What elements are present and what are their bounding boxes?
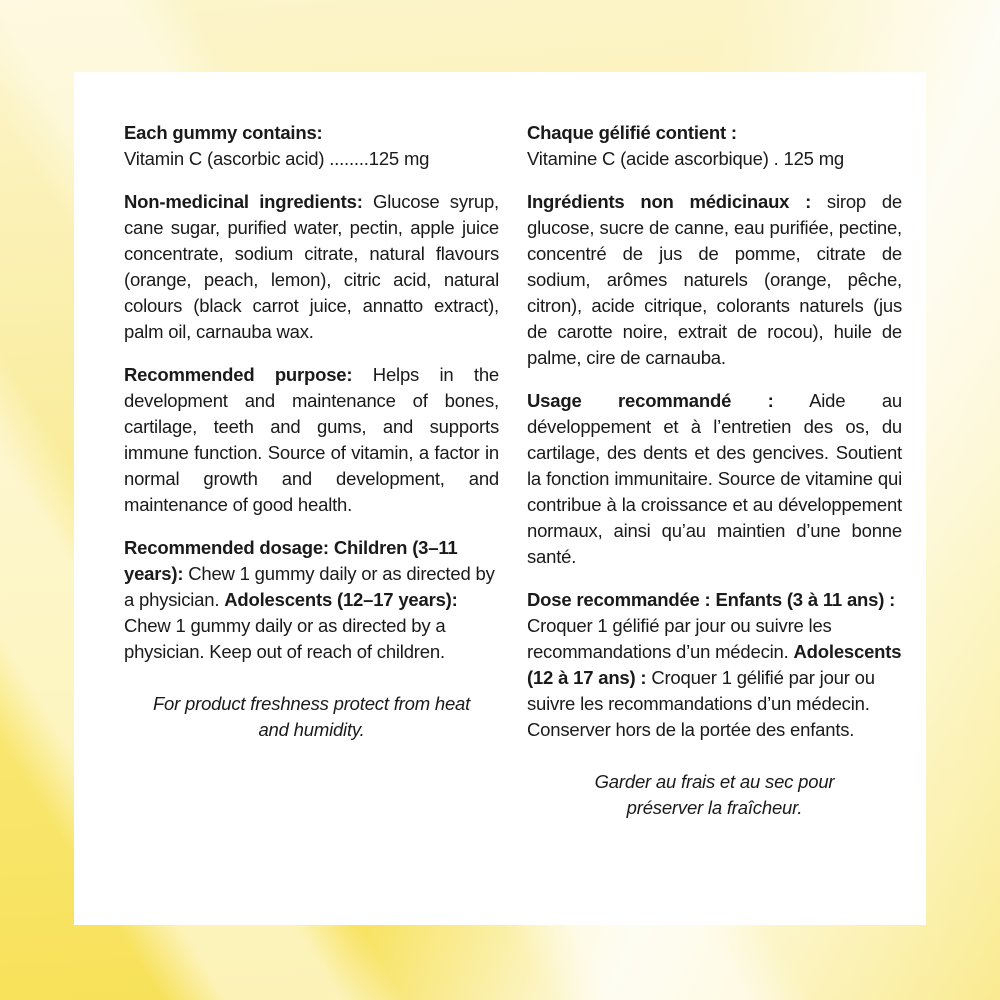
vitamin-c-line-fr: Vitamine C (acide ascorbique) . 125 mg — [527, 148, 844, 169]
purpose-lead-fr: Usage recommandé : — [527, 390, 774, 411]
freshness-note-en: For product freshness protect from heat and humidity. — [152, 693, 471, 740]
ingredients-lead-fr: Ingrédients non médicinaux : — [527, 191, 812, 212]
contains-heading-fr: Chaque gélifié contient : — [527, 122, 737, 143]
dosage-children-lead-fr: Dose recommandée : Enfants (3 à 11 ans) : — [527, 589, 896, 610]
recommended-purpose-paragraph-en — [124, 362, 499, 518]
purpose-lead-en: Recommended purpose: — [124, 364, 353, 385]
non-medicinal-ingredients-paragraph-fr — [527, 189, 902, 371]
dosage-adolescents-lead-fr: Adolescents (12 à 17 ans) : — [527, 641, 902, 688]
non-medicinal-ingredients-paragraph-en — [124, 189, 499, 345]
ingredients-body-fr: sirop de glucose, sucre de canne, eau purifiée, pectine, concentré de jus de pomme, citrate de sodium, arômes naturels (orange, pêche, citron), acide citrique, colorants naturels (jus de carotte noire, extrait de rocou), huile de palme, cire de carnauba. — [527, 191, 902, 368]
ingredients-lead-en: Non-medicinal ingredients: — [124, 191, 363, 212]
purpose-body-fr: Aide au développement et à l’entretien des os, du cartilage, des dents et des gencives. Soutient la fonction immunitaire. Source de vitamine qui contribue à la croissance et au développement normaux, ainsi qu’au maintien d’une bonne santé. — [527, 390, 902, 567]
dosage-adolescents-text-fr: Croquer 1 gélifié par jour ou suivre les recommandations d’un médecin. Conserver hors de la portée des enfants. — [527, 667, 875, 740]
recommended-purpose-paragraph-fr — [527, 388, 902, 570]
recommended-dosage-paragraph-en — [124, 535, 499, 665]
label-panel — [74, 72, 926, 925]
freshness-note-fr: Garder au frais et au sec pour préserver la fraîcheur. — [594, 771, 835, 818]
dosage-children-lead-en: Recommended dosage: Children (3–11 years): — [124, 537, 458, 584]
recommended-dosage-paragraph-fr — [527, 587, 902, 743]
purpose-body-en: Helps in the development and maintenance of bones, cartilage, teeth and gums, and supports immune function. Source of vitamin, a factor in normal growth and development, and maintenance of good health. — [124, 364, 500, 515]
dosage-children-text-en: Chew 1 gummy daily or as directed by a physician. — [124, 563, 495, 610]
dosage-adolescents-lead-en: Adolescents (12–17 years): — [224, 589, 458, 610]
column-english — [124, 120, 499, 925]
ingredients-body-en: Glucose syrup, cane sugar, purified water, pectin, apple juice concentrate, sodium citrate, natural flavours (orange, peach, lemon), citric acid, natural colours (black carrot juice, annatto extract), palm oil, carnauba wax. — [124, 191, 499, 342]
vitamin-c-line-en: Vitamin C (ascorbic acid) ........125 mg — [124, 148, 430, 169]
dosage-children-text-fr: Croquer 1 gélifié par jour ou suivre les recommandations d’un médecin. — [527, 615, 832, 662]
dosage-adolescents-text-en: Chew 1 gummy daily or as directed by a physician. Keep out of reach of children. — [124, 615, 446, 662]
column-french — [527, 120, 902, 925]
contains-heading-en: Each gummy contains: — [124, 122, 323, 143]
